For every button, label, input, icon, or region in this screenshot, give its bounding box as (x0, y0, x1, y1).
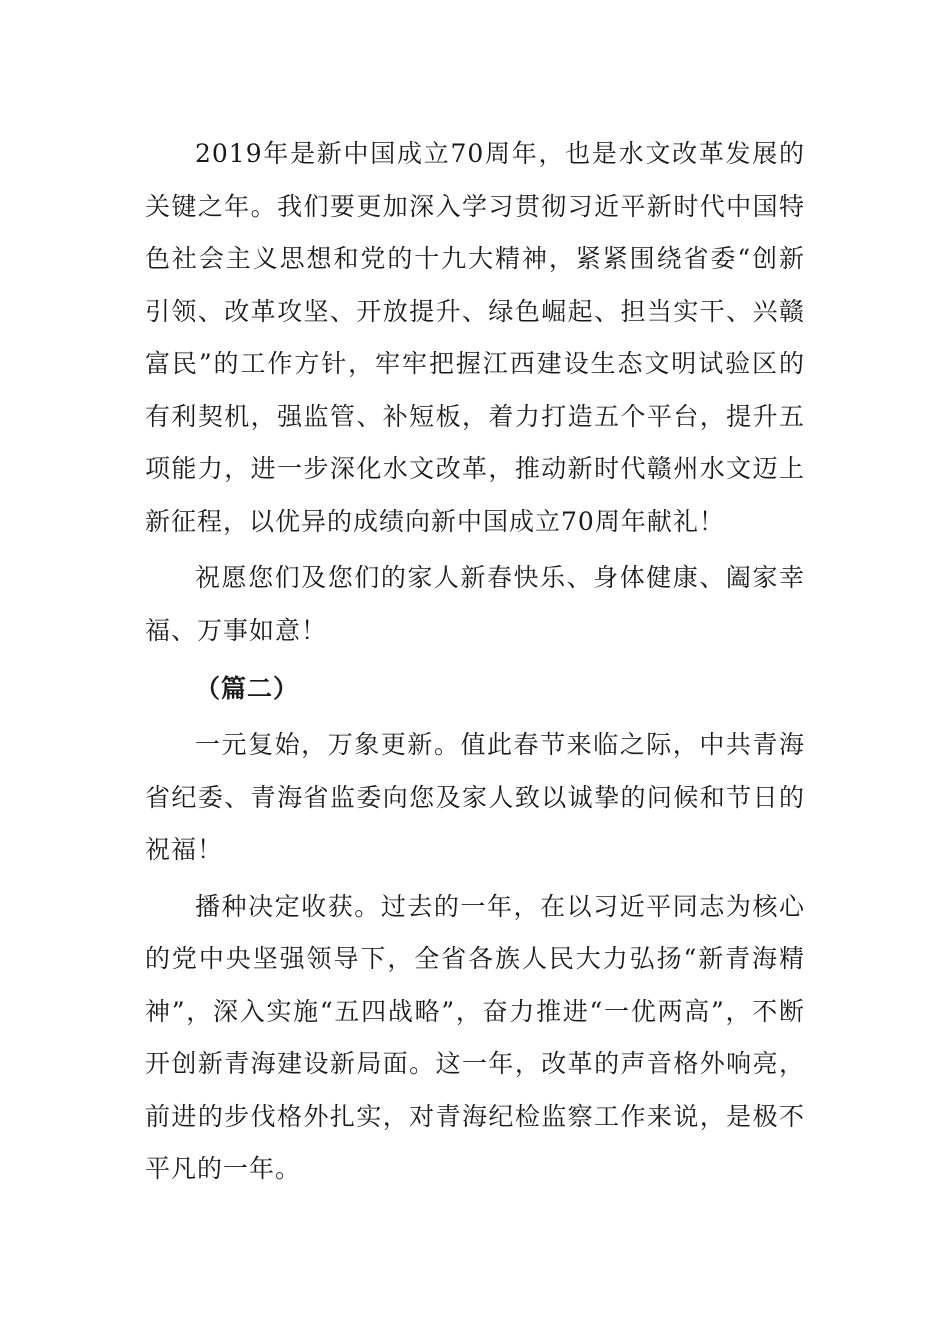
paragraph-harvest: 播种决定收获。过去的一年，在以习近平同志为核心的党中央坚强领导下，全省各族人民大力弘扬“新青海精神”，深入实施“五四战略”，奋力推进“一优两高”，不断开创新青海建设新局面。这一年，改革的声音格外响亮，前进的步伐格外扎实，对青海纪检监察工作来说，是极不平凡的一年。 (145, 891, 805, 1183)
paragraph-greetings: 一元复始，万象更新。值此春节来临之际，中共青海省纪委、青海省监委向您及家人致以诚挚的问候和节日的祝福！ (145, 730, 805, 864)
document-body (145, 128, 805, 1196)
paragraph-2019-reform: 2019年是新中国成立70周年，也是水文改革发展的关键之年。我们要更加深入学习贯彻习近平新时代中国特色社会主义思想和党的十九大精神，紧紧围绕省委“创新引领、改革攻坚、开放提升、绿色崛起、担当实干、兴赣富民”的工作方针，牢牢把握江西建设生态文明试验区的有利契机，强监管、补短板，着力打造五个平台，提升五项能力，进一步深化水文改革，推动新时代赣州水文迈上新征程，以优异的成绩向新中国成立70周年献礼！ (145, 139, 805, 536)
paragraph-new-year-wishes: 祝愿您们及您们的家人新春快乐、身体健康、阖家幸福、万事如意！ (145, 563, 805, 645)
section-heading: （篇二） (195, 674, 300, 703)
